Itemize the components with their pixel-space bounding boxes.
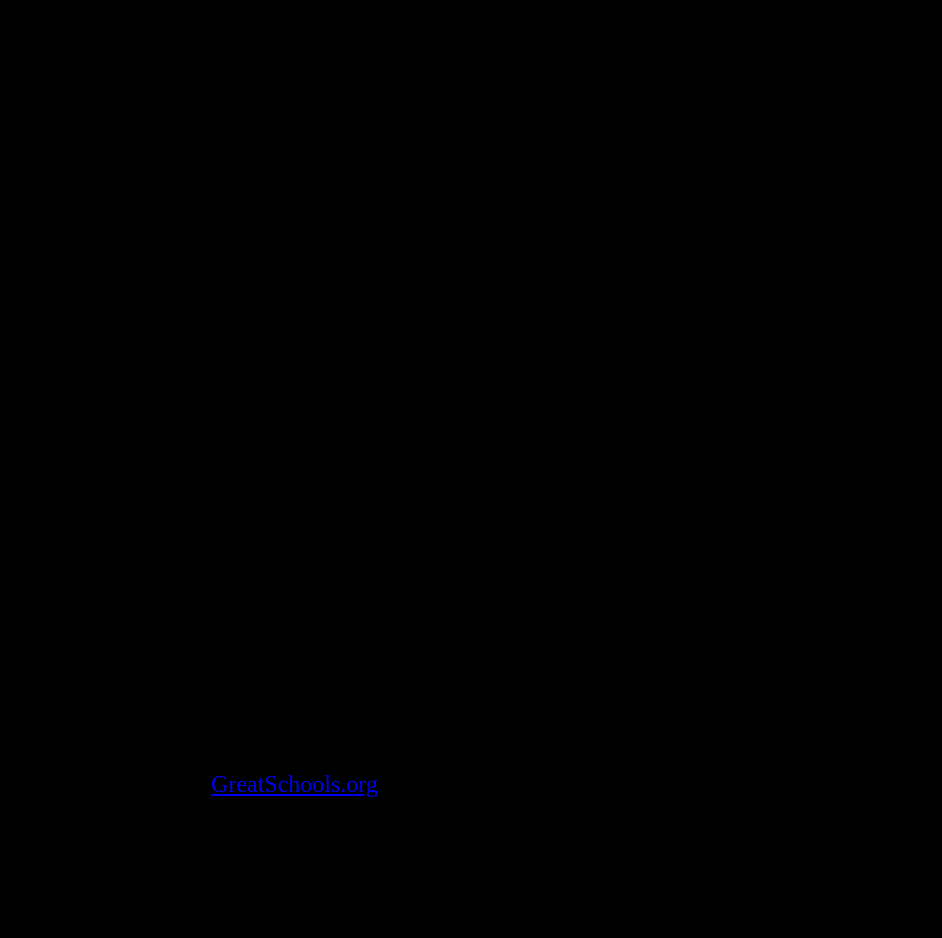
greatschools-link[interactable]: GreatSchools.org xyxy=(211,772,378,798)
